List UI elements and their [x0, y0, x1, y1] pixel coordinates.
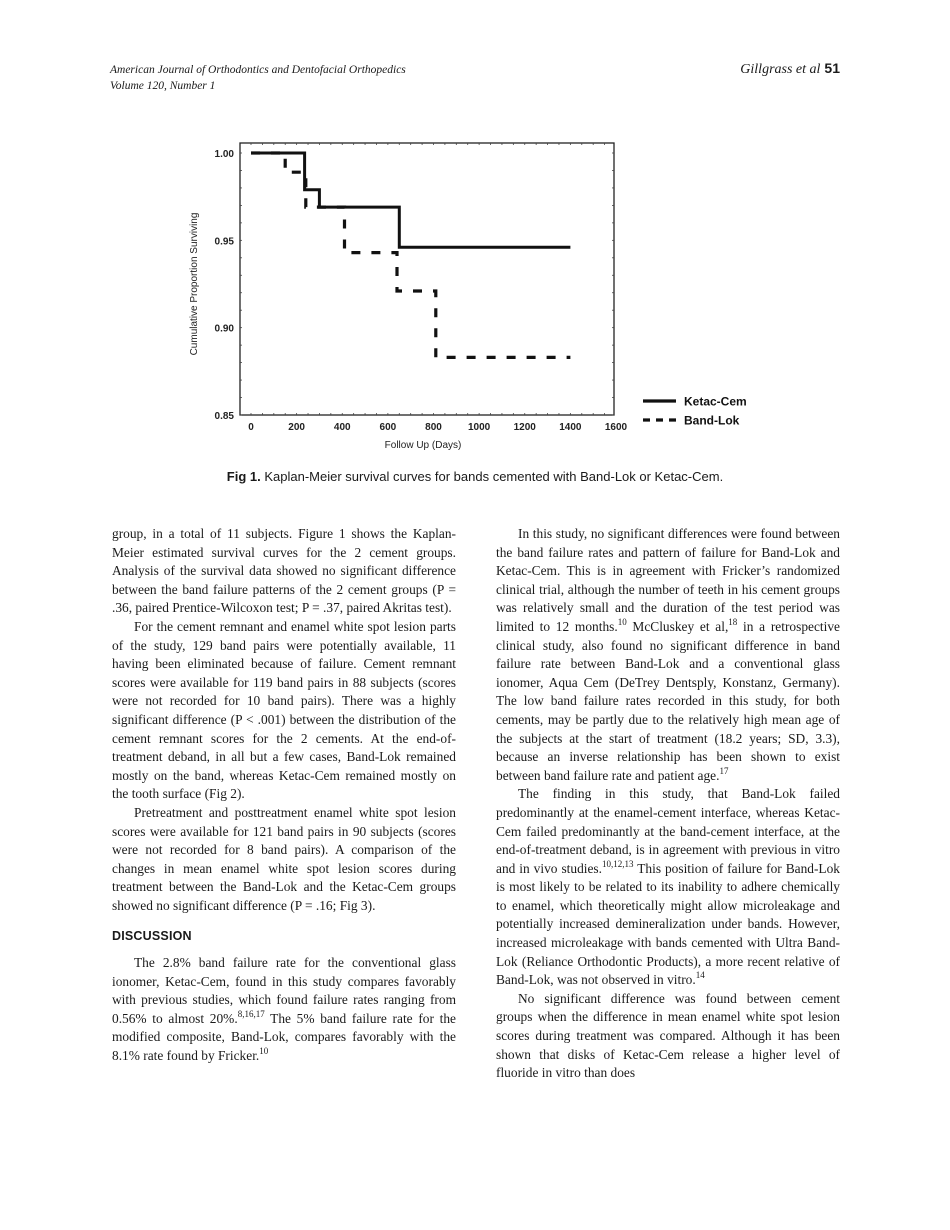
citation: 14	[695, 970, 705, 981]
citation: 10,12,13	[602, 858, 634, 869]
survival-curves	[251, 153, 570, 357]
figure-1	[0, 0, 950, 500]
citation: 10	[259, 1046, 269, 1057]
paragraph: In this study, no significant differences were found between the band failure rates and pattern of failure for Band-Lok and Ketac-Cem. This is in agreement with Fricker’s randomized clinical trial, although the number of teeth in his cement groups was relatively small and the duration of the test period was limited to 12 months.$^{10}$ McCluskey et al,$^{18}$ in a retrospective clinical study, also found no significant difference in band failure rate between Band-Lok and a conventional glass ionomer, Aqua Cem (DeTrey Dentsply, Konstanz, Germany). The low band failure rates recorded in this study, for both cements, may be partly due to the relatively high mean age of the subjects at the start of treatment (18.2 years; SD, 3.3), because an inverse relationship has been shown to exist between band failure rate and patient age.$^{17}$	[496, 526, 840, 783]
citation: 17	[719, 765, 729, 776]
kaplan-meier-chart	[0, 0, 950, 470]
x-tick-label: 1600	[604, 422, 628, 433]
section-heading-discussion: DISCUSSION	[112, 929, 192, 944]
paragraph: group, in a total of 11 subjects. Figure 1 shows the Kaplan-Meier estimated survival curves for the 2 cement groups. Analysis of the survival data showed no significant difference between the band failure patterns of the 2 cement groups (P = .36, paired Prentice-Wilcoxon test; P = .37, paired Akritas test).	[112, 526, 456, 616]
citation: 18	[728, 616, 738, 627]
ketac-cem-curve	[251, 153, 570, 247]
paragraph: The 2.8% band failure rate for the conventional glass ionomer, Ketac-Cem, found in this study compares favorably with previous studies, which found failure rates ranging from 0.56% to almost 20%.$^{8,16,17}$ The 5% band failure rate for the modified composite, Band-Lok, compares favorably with the 8.1% rate found by Fricker.$^{10}$	[112, 955, 456, 1064]
legend-label: Ketac-Cem	[684, 394, 747, 409]
x-tick-label: 200	[288, 422, 305, 433]
paragraph: For the cement remnant and enamel white spot lesion parts of the study, 129 band pairs were potentially available, 11 having been eliminated because of failure. Cement remnant scores were available for 119 band pairs in 88 subjects (scores were not recorded for 10 band pairs). There was a highly significant difference (P < .001) between the distribution of the cement remnant scores for the 2 cements. At the end-of-treatment deband, in all but a few cases, Band-Lok remained mostly on the band, whereas Ketac-Cem remained mostly on the tooth surface (Fig 2).	[112, 618, 456, 802]
citation: 10	[617, 616, 627, 627]
y-tick-label: 0.85	[214, 411, 234, 422]
x-tick-label: 0	[248, 422, 254, 433]
legend-label: Band-Lok	[684, 413, 740, 428]
right-column	[496, 525, 840, 1083]
authors: Gillgrass et al	[740, 62, 821, 77]
x-tick-label: 600	[379, 422, 397, 433]
journal-title: American Journal of Orthodontics and Dentofacial Orthopedics	[110, 64, 406, 76]
page-number: 51	[824, 60, 840, 76]
caption-label: Fig 1.	[226, 469, 261, 484]
x-tick-label: 800	[425, 422, 442, 433]
paragraph: No significant difference was found between cement groups when the difference in mean enamel white spot lesion scores during treatment was compared. Although it has been shown that disks of Ketac-Cem release a higher level of fluoride in vitro than does	[496, 990, 840, 1081]
x-axis-label: Follow Up (Days)	[384, 440, 462, 451]
paragraph: The finding in this study, that Band-Lok failed predominantly at the enamel-cement interface, whereas Ketac-Cem failed predominantly at the band-cement interface, at the end-of-treatment deband, is in agreement with previous in vitro and in vivo studies.$^{10,12,13}$ This position of failure for Band-Lok is most likely to be related to its inability to adhere chemically to enamel, which theoretically might allow microleakage and potentially increased demineralization under bands. However, increased microleakage with bands cemented with Ultra Band-Lok (Reliance Orthodontic Products), a more recent relative of Band-Lok, was not observed in vitro.$^{14}$	[496, 786, 840, 988]
band-lok-curve	[251, 153, 570, 357]
x-tick-label: 1400	[559, 422, 582, 433]
journal-volume: Volume 120, Number 1	[110, 80, 216, 92]
citation: 8,16,17	[237, 1008, 265, 1019]
y-axis-label: Cumulative Proportion Surviving	[189, 212, 200, 356]
paragraph: Pretreatment and posttreatment enamel white spot lesion scores were available for 121 band pairs in 90 subjects (scores were not recorded for 8 band pairs). A comparison of the changes in mean enamel white spot lesion scores during treatment between the Band-Lok and the Ketac-Cem groups showed no significant difference (P = .16; Fig 3).	[112, 804, 456, 913]
plot-frame	[240, 143, 614, 415]
x-tick-label: 1200	[513, 422, 536, 433]
axis-ticks	[215, 143, 628, 433]
y-tick-label: 0.90	[214, 323, 234, 335]
figure-caption	[0, 469, 950, 484]
y-tick-label: 1.00	[214, 149, 234, 160]
chart-legend	[643, 395, 747, 428]
left-column	[112, 525, 456, 1066]
caption-text: Kaplan-Meier survival curves for bands cemented with Band-Lok or Ketac-Cem.	[264, 469, 724, 484]
y-tick-label: 0.95	[214, 236, 234, 248]
x-tick-label: 400	[333, 422, 351, 433]
x-tick-label: 1000	[468, 422, 491, 433]
